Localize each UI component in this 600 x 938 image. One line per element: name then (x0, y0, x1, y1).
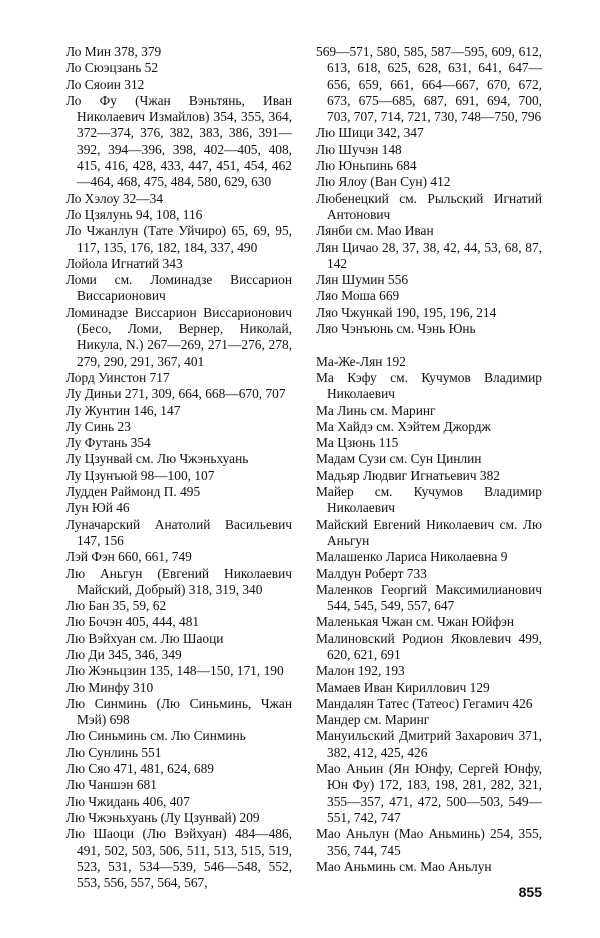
index-entry: Мао Аньминь см. Мао Аньлун (316, 858, 492, 874)
index-entry: Лю Шаоци (Лю Вэйхуан) 484—486, 491, 502, 503, 506, 511, 513, 515, 519, 523, 531, 534—539, 546—548, 552, 553, 556, 557, 564, 567, (66, 826, 292, 891)
index-entry: Ляо Чжункай 190, 195, 196, 214 (316, 304, 497, 320)
index-entry: Малдун Роберт 733 (316, 565, 427, 581)
index-entry: Лю Шучэн 148 (316, 141, 402, 157)
index-entry: Лорд Уинстон 717 (66, 369, 170, 385)
index-entry: Ма Цзюнь 115 (316, 435, 399, 451)
index-entry: Лю Чаншэн 681 (66, 777, 157, 793)
index-entry: Лу Синь 23 (66, 418, 131, 434)
index-entry: Лу Диньи 271, 309, 664, 668—670, 707 (66, 386, 286, 402)
index-entry: Мао Аньин (Ян Юнфу, Сергей Юнфу, Юн Фу) 172, 183, 198, 281, 282, 321, 355—357, 471, 472, 500—503, 549—551, 742, 747 (316, 761, 542, 825)
index-entry: Лю Чжидань 406, 407 (66, 793, 190, 809)
index-entry: Ма Линь см. Маринг (316, 402, 436, 418)
index-entry: Лю Чжэньхуань (Лу Цзунвай) 209 (66, 809, 260, 825)
index-entry: Ло Хэлоу 32—34 (66, 190, 164, 206)
index-entry: Ло Мин 378, 379 (66, 44, 162, 59)
index-entry: Мамаев Иван Кириллович 129 (316, 679, 490, 695)
index-entry: Луначарский Анатолий Васильевич 147, 156 (66, 516, 292, 548)
index-entry: Маленькая Чжан см. Чжан Юйфэн (316, 614, 515, 630)
index-entry: Лю Бан 35, 59, 62 (66, 598, 167, 614)
index-entry: Маленков Георгий Максимилианович 544, 545, 549, 557, 647 (316, 581, 542, 614)
index-entry: Лудден Раймонд П. 495 (66, 484, 201, 500)
index-entry: Мандалян Татес (Татеос) Гегамич 426 (316, 695, 533, 711)
index-entry: Ломинадзе Виссарион Виссарионович (Бесо, Ломи, Вернер, Николай, Никула, N.) 267—269, 271—276, 278, 279, 290, 291, 367, 401 (66, 304, 292, 369)
index-entry: Ляо Моша 669 (316, 288, 400, 304)
index-entry: Лю Жэньцзин 135, 148—150, 171, 190 (66, 663, 284, 679)
index-entry: Лэй Фэн 660, 661, 749 (66, 549, 192, 565)
index-entry: Лун Юй 46 (66, 500, 130, 516)
index-entry: Ма Кэфу см. Кучумов Владимир Николаевич (316, 369, 542, 402)
index-entry: Лу Жунтин 146, 147 (66, 402, 181, 418)
index-entry: Малашенко Лариса Николаевна 9 (316, 549, 508, 565)
index-entry: Лу Цзунъюй 98—100, 107 (66, 467, 215, 483)
index-column-right (316, 44, 542, 875)
index-entry: Лу Футань 354 (66, 435, 151, 451)
index-entry: Ма-Же-Лян 192 (316, 353, 406, 369)
index-entry: Лю Минфу 310 (66, 679, 154, 695)
index-entry: Ло Чжанлун (Тате Уйчиро) 65, 69, 95, 117, 135, 176, 182, 184, 337, 490 (66, 223, 292, 255)
index-entry: Мануильский Дмитрий Захарович 371, 382, 412, 425, 426 (316, 728, 542, 760)
index-entry: Лю Шици 342, 347 (316, 125, 424, 141)
index-entry: Ма Хайдэ см. Хэйтем Джордж (316, 418, 491, 434)
index-entry: Ло Сяоин 312 (66, 76, 145, 92)
index-entry: Лю Ялоу (Ван Сун) 412 (316, 174, 451, 190)
index-entry: Лю Синьминь см. Лю Синминь (66, 728, 246, 744)
index-entry: Лу Цзунвай см. Лю Чжэньхуань (66, 451, 249, 467)
index-entry: 569—571, 580, 585, 587—595, 609, 612, 613, 618, 625, 628, 631, 641, 647—656, 659, 661, 664—667, 670, 672, 673, 675—685, 687, 691, 694, 700, 703, 707, 714, 721, 730, 748—750, 796 (316, 44, 542, 125)
index-entry: Ляо Чэнъюнь см. Чэнь Юнь (316, 321, 476, 337)
index-entry: Лю Синминь (Лю Синьминь, Чжан Мэй) 698 (66, 695, 292, 728)
index-entry: Ло Цзялунь 94, 108, 116 (66, 206, 203, 222)
index-column-left (66, 44, 292, 891)
index-entry: Ломи см. Ломинадзе Виссарион Виссарионович (66, 272, 292, 304)
index-entry: Мао Аньлун (Мао Аньминь) 254, 355, 356, 744, 745 (316, 826, 542, 858)
index-entry: Малиновский Родион Яковлевич 499, 620, 621, 691 (316, 630, 542, 662)
index-entry: Лян Шумин 556 (316, 272, 409, 288)
index-entry: Ло Сюэцзань 52 (66, 60, 159, 76)
index-entry: Лю Сяо 471, 481, 624, 689 (66, 761, 214, 777)
index-entry: Любенецкий см. Рыльский Игнатий Антонович (316, 190, 542, 222)
letter-group-spacer (316, 337, 542, 353)
index-entry: Мадам Сузи см. Сун Цинлин (316, 451, 482, 467)
index-entry: Лойола Игнатий 343 (66, 255, 183, 271)
index-entry: Малон 192, 193 (316, 663, 405, 679)
index-entry: Ло Фу (Чжан Вэньтянь, Иван Николаевич Измайлов) 354, 355, 364, 372—374, 376, 382, 383, 386, 391—392, 394—396, 398, 402—405, 408, 415, 416, 428, 433, 447, 451, 454, 462—464, 468, 475, 484, 580, 629, 630 (66, 92, 292, 190)
index-entry: Мадьяр Людвиг Игнатьевич 382 (316, 467, 501, 483)
page-number: 855 (518, 884, 542, 900)
index-entry: Лю Ди 345, 346, 349 (66, 646, 182, 662)
index-entry: Лю Сунлинь 551 (66, 744, 162, 760)
index-entry: Майер см. Кучумов Владимир Николаевич (316, 484, 542, 516)
index-entry: Мандер см. Маринг (316, 712, 430, 728)
index-entry: Лю Бочэн 405, 444, 481 (66, 614, 200, 630)
index-entry: Лю Вэйхуан см. Лю Шаоци (66, 630, 224, 646)
index-entry: Лю Аньгун (Евгений Николаевич Майский, Добрый) 318, 319, 340 (66, 565, 292, 597)
index-entry: Лю Юньпинь 684 (316, 158, 417, 174)
index-entry: Лянби см. Мао Иван (316, 223, 434, 239)
index-entry: Майский Евгений Николаевич см. Лю Аньгун (316, 516, 542, 548)
index-entry: Лян Цичао 28, 37, 38, 42, 44, 53, 68, 87, 142 (316, 239, 542, 271)
